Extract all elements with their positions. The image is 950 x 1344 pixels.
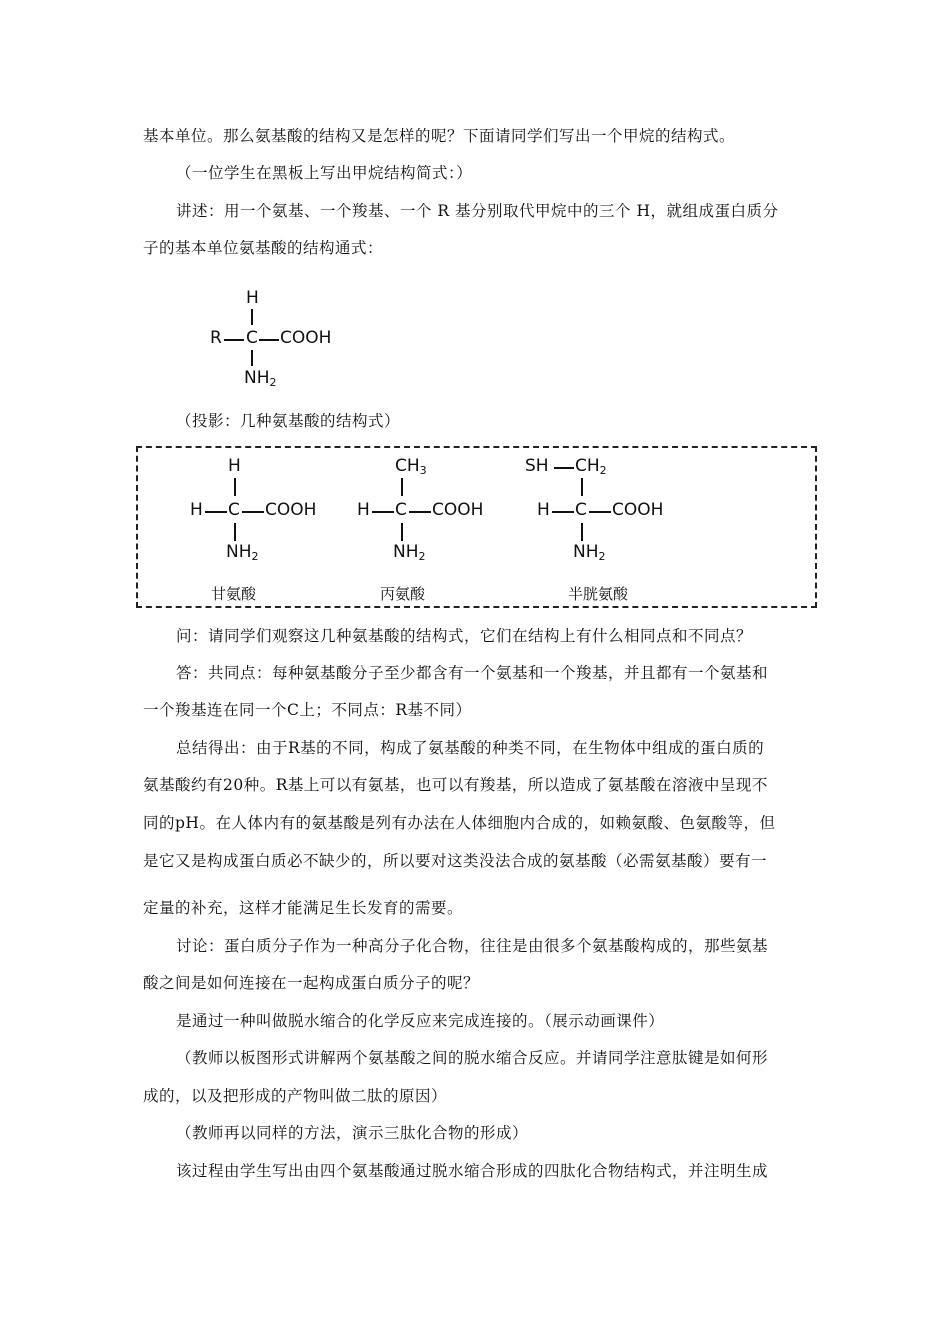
formula-bottom-group: $NH_2$ xyxy=(573,542,606,563)
bond-line xyxy=(234,523,236,541)
bond-line xyxy=(409,511,431,513)
formula-center-atom: C xyxy=(395,500,407,520)
formula-top-atom: H xyxy=(246,288,259,308)
bond-line xyxy=(401,478,403,496)
paragraph-line: 同的pH。在人体内有的氨基酸是列有办法在人体细胞内合成的，如赖氨酸、色氨酸等，但 xyxy=(143,814,776,832)
paragraph-line: 讨论：蛋白质分子作为一种高分子化合物，往往是由很多个氨基酸构成的，那些氨基 xyxy=(176,937,769,955)
formula-top-atom: H xyxy=(228,456,241,476)
formula-left-group: H xyxy=(357,500,370,520)
bond-line xyxy=(581,478,583,496)
bond-line xyxy=(224,339,244,341)
formula-center-atom: C xyxy=(246,328,258,348)
paragraph-line: 答：共同点：每种氨基酸分子至少都含有一个氨基和一个羧基，并且都有一个氨基和 xyxy=(176,664,769,682)
paragraph-line: 子的基本单位氨基酸的结构通式： xyxy=(143,239,384,257)
bond-line xyxy=(242,511,264,513)
paragraph-line: 定量的补充，这样才能满足生长发育的需要。 xyxy=(143,899,464,917)
bond-line xyxy=(401,523,403,541)
glycine-formula xyxy=(190,456,340,566)
bond-line xyxy=(234,478,236,496)
paragraph-line: 总结得出：由于R基的不同，构成了氨基酸的种类不同，在生物体中组成的蛋白质的 xyxy=(176,739,765,757)
formula-right-group: COOH xyxy=(432,500,484,520)
bond-line xyxy=(581,523,583,541)
paragraph-line: 成的，以及把形成的产物叫做二肽的原因） xyxy=(143,1087,448,1105)
bond-line xyxy=(554,467,574,469)
formula-top-group: $CH_3$ xyxy=(395,456,427,477)
formula-bottom-group: $NH_2$ xyxy=(244,368,277,389)
formula-bottom-group: $NH_2$ xyxy=(393,542,426,563)
cysteine-label: 半胱氨酸 xyxy=(568,585,629,603)
alanine-label: 丙氨酸 xyxy=(380,585,426,603)
paragraph-line: 讲述：用一个氨基、一个羧基、一个 R 基分别取代甲烷中的三个 H，就组成蛋白质分 xyxy=(176,202,779,220)
bond-line xyxy=(552,511,574,513)
formula-left-group: H xyxy=(190,500,203,520)
glycine-label: 甘氨酸 xyxy=(211,585,257,603)
formula-right-group: COOH xyxy=(280,328,332,348)
paragraph-line: （投影：几种氨基酸的结构式） xyxy=(176,412,401,430)
formula-bottom-group: $NH_2$ xyxy=(226,542,259,563)
paragraph-line: （教师以板图形式讲解两个氨基酸之间的脱水缩合反应。并请同学注意肽键是如何形 xyxy=(176,1049,769,1067)
formula-left-group: H xyxy=(537,500,550,520)
bond-line xyxy=(589,511,611,513)
paragraph-line: 酸之间是如何连接在一起构成蛋白质分子的呢？ xyxy=(143,974,480,992)
bond-line xyxy=(205,511,227,513)
general-amino-acid-formula xyxy=(210,288,370,388)
bond-line xyxy=(251,350,253,366)
bond-line xyxy=(251,309,253,325)
paragraph-line: 氨基酸约有20种。R基上可以有氨基，也可以有羧基，所以造成了氨基酸在溶液中呈现不 xyxy=(143,776,768,794)
formula-center-atom: C xyxy=(228,500,240,520)
cysteine-formula xyxy=(525,456,707,566)
alanine-formula xyxy=(357,456,507,566)
paragraph-line: 问：请同学们观察这几种氨基酸的结构式，它们在结构上有什么相同点和不同点？ xyxy=(176,627,753,645)
paragraph-line: 是它又是构成蛋白质必不缺少的，所以要对这类没法合成的氨基酸（必需氨基酸）要有一 xyxy=(143,852,768,870)
paragraph-line: 是通过一种叫做脱水缩合的化学反应来完成连接的。（展示动画课件） xyxy=(176,1012,665,1030)
paragraph-line: （教师再以同样的方法，演示三肽化合物的形成） xyxy=(176,1124,529,1142)
formula-top-group: $CH_2$ xyxy=(575,456,607,477)
bond-line xyxy=(372,511,394,513)
formula-right-group: COOH xyxy=(265,500,317,520)
paragraph-line: 该过程由学生写出由四个氨基酸通过脱水缩合形成的四肽化合物结构式，并注明生成 xyxy=(176,1162,769,1180)
bond-line xyxy=(259,339,279,341)
formula-left-group: R xyxy=(210,328,222,348)
formula-right-group: COOH xyxy=(612,500,664,520)
paragraph-line: 基本单位。那么氨基酸的结构又是怎样的呢？下面请同学们写出一个甲烷的结构式。 xyxy=(143,127,736,145)
formula-top-prefix: SH xyxy=(525,456,549,476)
paragraph-line: 一个羧基连在同一个C上；不同点：R基不同） xyxy=(143,701,472,719)
paragraph-line: （一位学生在黑板上写出甲烷结构简式：） xyxy=(176,164,473,182)
formula-center-atom: C xyxy=(575,500,587,520)
